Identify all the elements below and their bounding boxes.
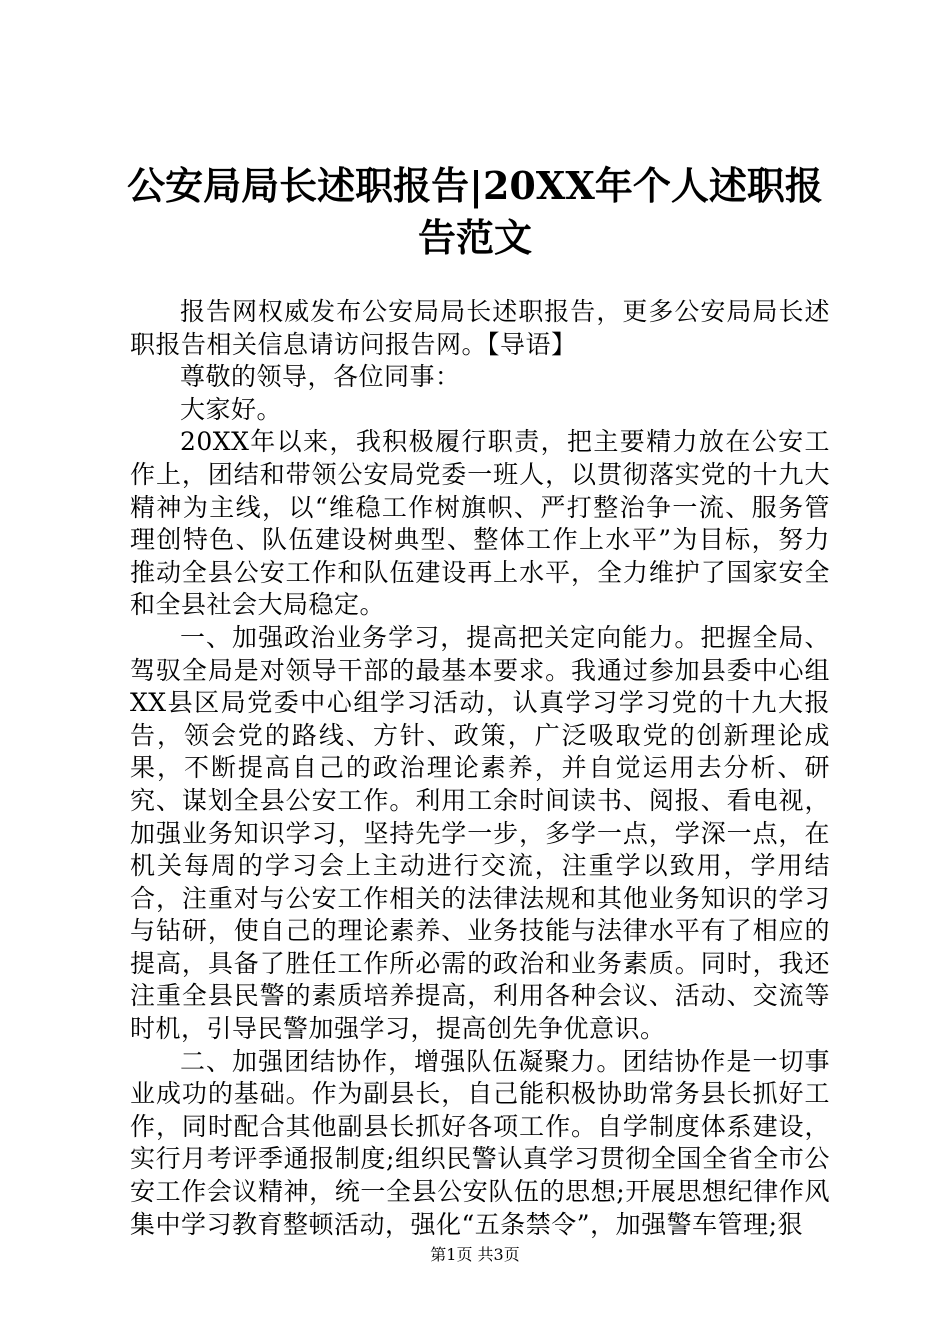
document-body xyxy=(130,296,830,1241)
paragraph-intro: 报告网权威发布公安局局长述职报告，更多公安局局长述职报告相关信息请访问报告网。【导语】 xyxy=(130,297,830,359)
paragraph-section-one: 一、加强政治业务学习，提高把关定向能力。把握全局、驾驭全局是对领导干部的最基本要求。我通过参加县委中心组XX县区局党委中心组学习活动，认真学习学习党的十九大报告，领会党的路线、方针、政策，广泛吸取党的创新理论成果，不断提高自己的政治理论素养，并自觉运用去分析、研究、谋划全县公安工作。利用工余时间读书、阅报、看电视，加强业务知识学习，坚持先学一步，多学一点，学深一点，在机关每周的学习会上主动进行交流，注重学以致用，学用结合，注重对与公安工作相关的法律法规和其他业务知识的学习与钻研，使自己的理论素养、业务技能与法律水平有了相应的提高，具备了胜任工作所必需的政治和业务素质。同时，我还注重全县民警的素质培养提高，利用各种会议、活动、交流等时机，引导民警加强学习，提高创先争优意识。 xyxy=(130,622,830,1044)
paragraph-greeting: 大家好。 xyxy=(180,394,283,424)
paragraph-overview: 20XX年以来，我积极履行职责，把主要精力放在公安工作上，团结和带领公安局党委一班人，以贯彻落实党的十九大精神为主线，以“维稳工作树旗帜、严打整治争一流、服务管理创特色、队伍建设树典型、整体工作上水平”为目标，努力推动全县公安工作和队伍建设再上水平，全力维护了国家安全和全县社会大局稳定。 xyxy=(130,427,830,620)
page-number-footer: 第1页 共3页 xyxy=(430,1245,520,1264)
document-title: 公安局局长述职报告|20XX年个人述职报告范文 xyxy=(127,163,823,260)
paragraph-salutation: 尊敬的领导，各位同事： xyxy=(180,362,461,392)
paragraph-section-two: 二、加强团结协作，增强队伍凝聚力。团结协作是一切事业成功的基础。作为副县长，自己能积极协助常务县长抓好工作，同时配合其他副县长抓好各项工作。自学制度体系建设，实行月考评季通报制度;组织民警认真学习贯彻全国全省全市公安工作会议精神，统一全县公安队伍的思想;开展思想纪律作风集中学习教育整顿活动，强化“五条禁令”，加强警车管理;狠 xyxy=(130,1046,830,1239)
